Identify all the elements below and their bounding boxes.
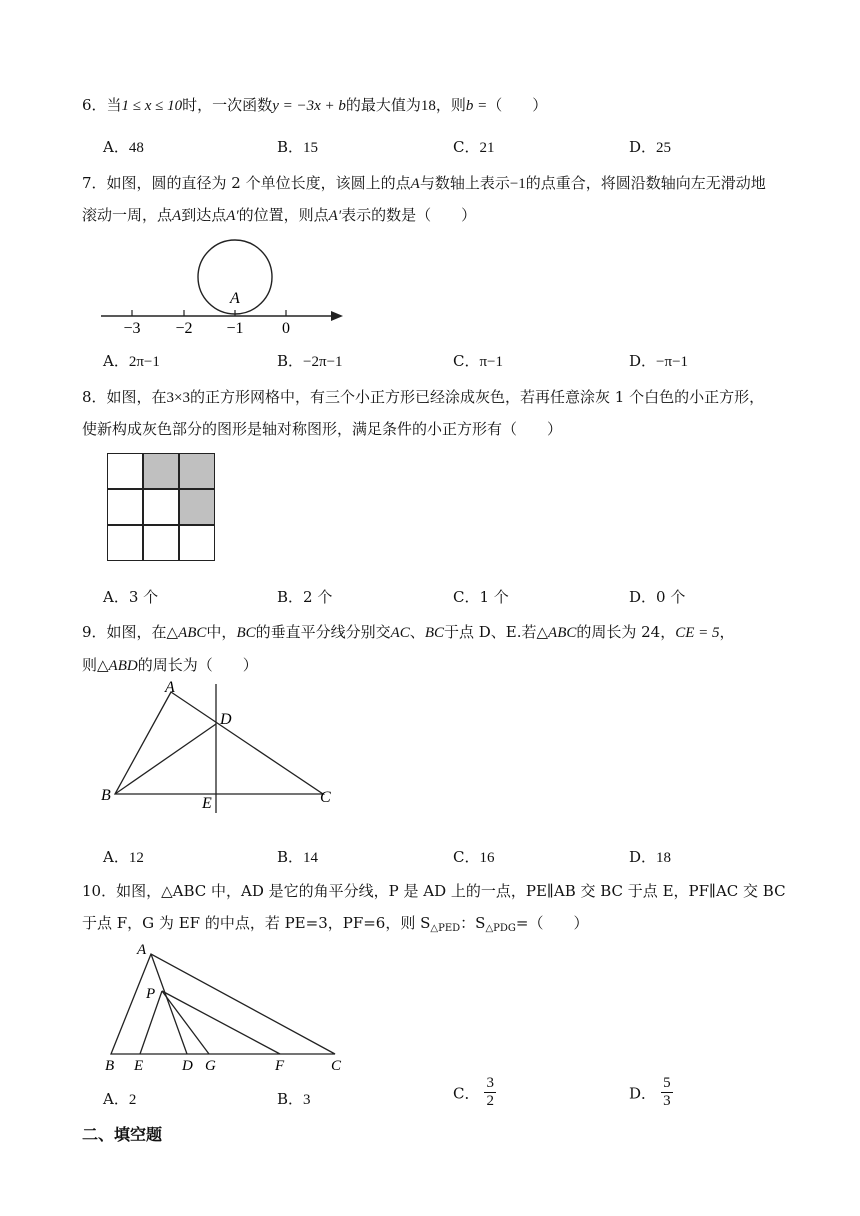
label-a: A bbox=[137, 942, 147, 958]
q9-segment-bc: BC bbox=[424, 625, 444, 641]
q10-text: =（ ） bbox=[515, 914, 589, 932]
option-label: D． bbox=[629, 352, 657, 370]
option-text: 15 bbox=[303, 140, 319, 156]
q8-text: 8．如图，在 bbox=[82, 388, 167, 406]
option-label: D． bbox=[629, 1084, 657, 1103]
option-text: 12 bbox=[128, 850, 144, 866]
grid-cell-r3c1[interactable] bbox=[107, 525, 143, 561]
label-a: A bbox=[165, 679, 175, 696]
option-label: D． bbox=[629, 848, 657, 866]
q7-number-line-figure bbox=[95, 232, 355, 342]
q7-point-a: A bbox=[410, 176, 420, 192]
option-text: 0 个 bbox=[656, 588, 686, 606]
q9-option-a[interactable] bbox=[103, 846, 144, 867]
q8-option-a[interactable] bbox=[103, 586, 158, 607]
q6-paren: （ ） bbox=[487, 96, 548, 114]
q10-stem-line1 bbox=[82, 880, 786, 901]
q9-ce-value: CE = 5 bbox=[675, 625, 720, 641]
option-label: B． bbox=[277, 138, 304, 156]
q7-minus-one: −1 bbox=[509, 176, 526, 192]
q8-grid-size: 3×3 bbox=[166, 390, 191, 406]
q9-option-c[interactable] bbox=[453, 846, 494, 867]
option-text: 48 bbox=[128, 140, 144, 156]
tick-label: −3 bbox=[123, 320, 141, 337]
q8-text: 的正方形网格中，有三个小正方形已经涂成灰色，若再任意涂灰 1 个白色的小正方形， bbox=[190, 388, 765, 406]
label-c: C bbox=[320, 789, 331, 806]
option-text: 16 bbox=[479, 850, 495, 866]
label-b: B bbox=[101, 787, 111, 804]
q9-option-b[interactable] bbox=[277, 846, 318, 867]
label-c: C bbox=[331, 1058, 342, 1074]
q9-text: 的垂直平分线分别交 bbox=[255, 623, 391, 641]
q10-option-a[interactable] bbox=[103, 1088, 136, 1109]
q9-text: 9．如图，在 bbox=[82, 623, 167, 641]
tick-label: 0 bbox=[282, 320, 290, 337]
q10-option-d[interactable] bbox=[629, 1075, 673, 1111]
q10-triangle-figure bbox=[95, 938, 355, 1074]
segment-bd bbox=[115, 724, 216, 794]
q6-range-math: 1 ≤ x ≤ 10 bbox=[121, 98, 183, 114]
q6-max-value: 18 bbox=[420, 98, 436, 114]
q8-grid-figure bbox=[107, 453, 217, 563]
point-a-label: A bbox=[230, 290, 240, 307]
option-label: A． bbox=[103, 138, 129, 156]
label-g: G bbox=[205, 1058, 216, 1074]
option-text: 14 bbox=[303, 850, 319, 866]
option-text: 3 bbox=[303, 1092, 311, 1108]
option-text: 2π−1 bbox=[128, 354, 160, 370]
label-p: P bbox=[146, 986, 156, 1002]
q10-option-c[interactable] bbox=[453, 1075, 496, 1111]
q7-option-c[interactable] bbox=[453, 350, 503, 371]
option-label: A． bbox=[103, 588, 129, 606]
segment-pf bbox=[162, 991, 280, 1054]
q7-option-a[interactable] bbox=[103, 350, 160, 371]
label-d: D bbox=[182, 1058, 193, 1074]
q10-option-b[interactable] bbox=[277, 1088, 311, 1109]
axis-arrow-icon bbox=[331, 311, 343, 321]
q7-text: 的位置，则点 bbox=[238, 206, 329, 224]
label-d: D bbox=[220, 711, 232, 728]
option-text: 1 个 bbox=[479, 588, 509, 606]
section-heading: 二、填空题 bbox=[82, 1125, 163, 1144]
numerator: 5 bbox=[663, 1075, 671, 1091]
option-text: −π−1 bbox=[656, 354, 689, 370]
option-label: D． bbox=[629, 588, 657, 606]
q7-text: 表示的数是（ ） bbox=[341, 206, 477, 224]
grid-cell-r2c2[interactable] bbox=[143, 489, 179, 525]
grid-cell-r2c3[interactable] bbox=[179, 489, 215, 525]
option-label: B． bbox=[277, 848, 304, 866]
q9-text: 中， bbox=[206, 623, 237, 641]
q9-text: ， bbox=[719, 623, 735, 641]
q9-segment-bc: BC bbox=[236, 625, 256, 641]
q7-text: 的点重合，将圆沿数轴向左无滑动地 bbox=[525, 174, 766, 192]
q8-option-d[interactable] bbox=[629, 586, 685, 607]
option-text: 2 个 bbox=[303, 588, 333, 606]
q6-option-b[interactable] bbox=[277, 136, 318, 157]
q10-subscript-ped: △PED bbox=[430, 923, 461, 934]
option-label: A． bbox=[103, 352, 129, 370]
option-text: π−1 bbox=[479, 354, 504, 370]
grid-cell-r3c3[interactable] bbox=[179, 525, 215, 561]
option-label: A． bbox=[103, 848, 129, 866]
q6-option-c[interactable] bbox=[453, 136, 494, 157]
option-text: 3 个 bbox=[128, 588, 159, 606]
q8-text: 使新构成灰色部分的图形是轴对称图形，满足条件的小正方形有（ ） bbox=[82, 420, 563, 438]
option-label: B． bbox=[277, 588, 304, 606]
fraction bbox=[484, 1075, 496, 1111]
grid-cell-r1c3[interactable] bbox=[179, 453, 215, 489]
q9-triangle-abc: △ABC bbox=[166, 625, 207, 641]
q7-text: 到达点 bbox=[181, 206, 227, 224]
label-e: E bbox=[202, 795, 212, 812]
q8-stem-line2 bbox=[82, 418, 562, 439]
grid-cell-r2c1[interactable] bbox=[107, 489, 143, 525]
option-label: D． bbox=[629, 138, 657, 156]
option-text: 25 bbox=[656, 140, 672, 156]
q9-triangle-figure bbox=[95, 676, 345, 816]
q6-option-d[interactable] bbox=[629, 136, 671, 157]
q7-text: 与数轴上表示 bbox=[419, 174, 510, 192]
bisector-ad bbox=[151, 954, 187, 1054]
q6-ask-math: b = bbox=[465, 98, 488, 114]
q7-text: 7．如图，圆的直径为 2 个单位长度，该圆上的点 bbox=[82, 174, 411, 192]
fraction bbox=[661, 1075, 673, 1111]
q9-text: 、 bbox=[409, 623, 425, 641]
q10-stem-line2 bbox=[82, 912, 588, 934]
q8-option-c[interactable] bbox=[453, 586, 509, 607]
q6-text: 时，一次函数 bbox=[182, 96, 273, 114]
q6-text: 的最大值为 bbox=[345, 96, 421, 114]
option-text: 21 bbox=[479, 140, 495, 156]
q6-text: ，则 bbox=[435, 96, 466, 114]
denominator: 2 bbox=[486, 1093, 495, 1110]
grid-cell-r1c1[interactable] bbox=[107, 453, 143, 489]
label-f: F bbox=[275, 1058, 285, 1074]
q6-stem bbox=[82, 94, 547, 115]
q9-triangle-abc: △ABC bbox=[536, 625, 577, 641]
label-e: E bbox=[134, 1058, 144, 1074]
q7-stem-line2 bbox=[82, 204, 476, 225]
q7-point-a-prime: A′ bbox=[328, 208, 342, 224]
q10-text: 10．如图，△ABC 中，AD 是它的角平分线，P 是 AD 上的一点，PE∥AB 交 BC 于点 E，PF∥AC 交 BC bbox=[82, 882, 786, 900]
triangle-abc bbox=[115, 692, 323, 794]
q7-option-d[interactable] bbox=[629, 350, 688, 371]
option-label: B． bbox=[277, 352, 304, 370]
q7-point-a: A bbox=[172, 208, 182, 224]
label-b: B bbox=[105, 1058, 115, 1074]
q7-stem-line1 bbox=[82, 172, 766, 193]
q9-triangle-abd: △ABD bbox=[97, 658, 138, 674]
option-label: B． bbox=[277, 1090, 304, 1108]
q9-segment-ac: AC bbox=[390, 625, 410, 641]
q9-text: 的周长为 24， bbox=[576, 623, 676, 641]
grid-cell-r3c2[interactable] bbox=[143, 525, 179, 561]
denominator: 3 bbox=[663, 1093, 671, 1110]
q7-option-b[interactable] bbox=[277, 350, 343, 371]
q9-text: 于点 D、E.若 bbox=[443, 623, 537, 641]
q7-point-a-prime: A′ bbox=[226, 208, 239, 224]
option-label: C． bbox=[453, 588, 480, 606]
q8-option-b[interactable] bbox=[277, 586, 332, 607]
option-label: C． bbox=[453, 1084, 480, 1103]
option-label: A． bbox=[103, 1090, 129, 1108]
option-text: 18 bbox=[656, 850, 672, 866]
q9-text: 则 bbox=[82, 656, 98, 674]
option-label: C． bbox=[453, 848, 480, 866]
q10-text: 于点 F，G 为 EF 的中点，若 PE=3，PF=6，则 S bbox=[82, 914, 431, 932]
q6-function-math: y = −3x + b bbox=[272, 98, 346, 114]
q9-stem-line1 bbox=[82, 621, 735, 642]
q9-option-d[interactable] bbox=[629, 846, 671, 867]
numerator: 3 bbox=[486, 1075, 495, 1091]
q8-stem-line1 bbox=[82, 386, 764, 407]
q7-text: 滚动一周，点 bbox=[82, 206, 173, 224]
option-label: C． bbox=[453, 352, 480, 370]
q9-text: 的周长为（ ） bbox=[137, 656, 258, 674]
tick-label: −2 bbox=[175, 320, 193, 337]
grid-cell-r1c2[interactable] bbox=[143, 453, 179, 489]
q6-text: 6．当 bbox=[82, 96, 122, 114]
tick-label: −1 bbox=[226, 320, 244, 337]
option-label: C． bbox=[453, 138, 480, 156]
segment-pg bbox=[162, 991, 209, 1054]
option-text: −2π−1 bbox=[303, 354, 343, 370]
q10-text: ：S bbox=[460, 914, 486, 932]
q9-stem-line2 bbox=[82, 654, 258, 675]
option-text: 2 bbox=[128, 1092, 137, 1108]
q10-subscript-pdg: △PDG bbox=[485, 923, 516, 934]
q6-option-a[interactable] bbox=[103, 136, 144, 157]
